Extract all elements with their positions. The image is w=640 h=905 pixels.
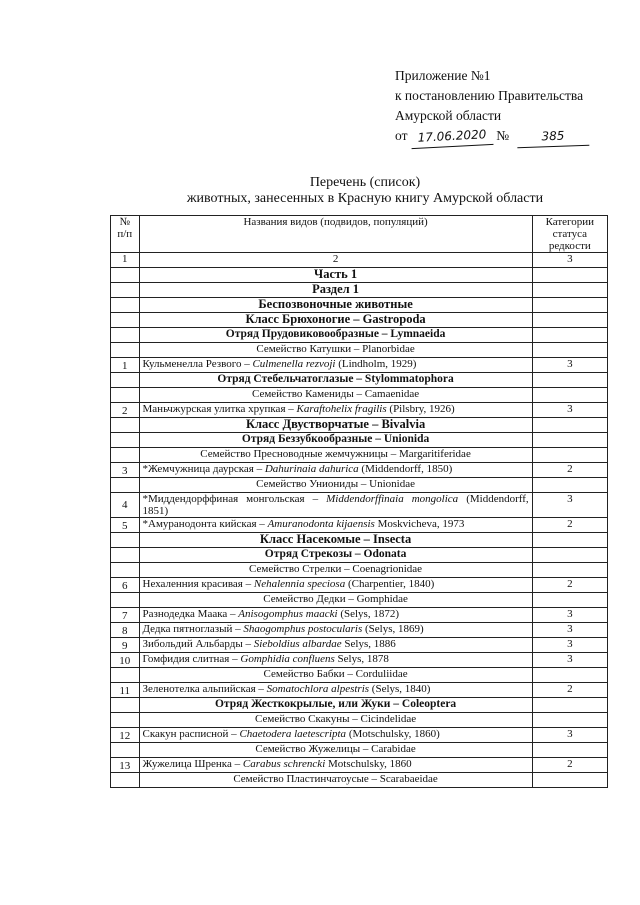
table-row (111, 298, 608, 313)
species-table (110, 215, 608, 788)
species-category: 3 (532, 638, 607, 653)
number-label: № (496, 128, 510, 143)
table-row (111, 638, 608, 653)
table-row (111, 683, 608, 698)
resolution-label: к постановлению Правительства (395, 88, 584, 103)
species-name: Зибольдий Альбарды – Sieboldius albardae Selys, 1886 (139, 638, 532, 653)
species-name: Дедка пятноглазый – Shaogomphus postocularis (Selys, 1869) (139, 623, 532, 638)
part-heading: Часть 1 (139, 268, 532, 283)
species-category: 3 (532, 728, 607, 743)
row-number: 4 (111, 493, 140, 518)
table-row (111, 653, 608, 668)
table-row (111, 713, 608, 728)
table-row (111, 548, 608, 563)
table-row (111, 623, 608, 638)
header-num: № п/п (111, 216, 140, 253)
class-heading: Класс Насекомые – Insecta (139, 533, 532, 548)
table-row (111, 758, 608, 773)
table-row (111, 403, 608, 418)
table-row (111, 728, 608, 743)
row-number: 3 (111, 463, 140, 478)
species-category: 3 (532, 493, 607, 518)
table-row (111, 773, 608, 788)
class-heading: Класс Двустворчатые – Bivalvia (139, 418, 532, 433)
species-name: *Жемчужница даурская – Dahurinaia dahurica (Middendorff, 1850) (139, 463, 532, 478)
table-row (111, 463, 608, 478)
row-number: 12 (111, 728, 140, 743)
species-category: 2 (532, 518, 607, 533)
index-category: 3 (532, 253, 607, 268)
row-number: 8 (111, 623, 140, 638)
species-name: Гомфидия слитная – Gomphidia confluens Selys, 1878 (139, 653, 532, 668)
order-heading: Отряд Беззубкообразные – Unionida (139, 433, 532, 448)
table-row (111, 743, 608, 758)
species-category: 3 (532, 653, 607, 668)
table-header-row (111, 216, 608, 253)
class-heading: Класс Брюхоногие – Gastropoda (139, 313, 532, 328)
handwritten-number: 385 (516, 125, 589, 148)
species-category: 3 (532, 623, 607, 638)
row-number: 5 (111, 518, 140, 533)
table-row (111, 328, 608, 343)
document-header (395, 66, 635, 147)
appendix-label: Приложение №1 (395, 68, 491, 83)
family-heading: Семейство Дедки – Gomphidae (139, 593, 532, 608)
row-number: 6 (111, 578, 140, 593)
species-name: Жужелица Шренка – Carabus schrencki Motschulsky, 1860 (139, 758, 532, 773)
table-row (111, 448, 608, 463)
species-name: Нехаленния красивая – Nehalennia speciosa (Charpentier, 1840) (139, 578, 532, 593)
species-name: *Миддендорффиная монгольская – Middendorffinaia mongolica (Middendorff, 1851) (139, 493, 532, 518)
order-heading: Отряд Стебельчатоглазые – Stylommatophora (139, 373, 532, 388)
table-row (111, 593, 608, 608)
row-number: 10 (111, 653, 140, 668)
row-number: 13 (111, 758, 140, 773)
list-title: Перечень (список) (309, 175, 421, 190)
species-name: Скакун расписной – Chaetodera laetescripta (Motschulsky, 1860) (139, 728, 532, 743)
table-row (111, 373, 608, 388)
species-category: 2 (532, 758, 607, 773)
row-number: 7 (111, 608, 140, 623)
family-heading: Семейство Камениды – Camaenidae (139, 388, 532, 403)
table-row (111, 343, 608, 358)
table-row (111, 578, 608, 593)
species-category: 2 (532, 463, 607, 478)
family-heading: Семейство Скакуны – Cicindelidae (139, 713, 532, 728)
table-row (111, 698, 608, 713)
species-name: Разнодедка Маака – Anisogomphus maacki (Selys, 1872) (139, 608, 532, 623)
index-name: 2 (139, 253, 532, 268)
family-heading: Семейство Пресноводные жемчужницы – Margaritiferidae (139, 448, 532, 463)
column-index-row (111, 253, 608, 268)
species-name: Маньчжурская улитка хрупкая – Karaftohelix fragilis (Pilsbry, 1926) (139, 403, 532, 418)
date-number-line (395, 126, 635, 147)
row-number: 9 (111, 638, 140, 653)
table-row (111, 433, 608, 448)
family-heading: Семейство Униониды – Unionidae (139, 478, 532, 493)
table-row (111, 533, 608, 548)
species-name: Зеленотелка альпийская – Somatochlora alpestris (Selys, 1840) (139, 683, 532, 698)
species-name: *Амуранодонта кийская – Amuranodonta kijaensis Moskvicheva, 1973 (139, 518, 532, 533)
table-row (111, 478, 608, 493)
species-category: 3 (532, 403, 607, 418)
table-row (111, 608, 608, 623)
species-category: 3 (532, 358, 607, 373)
table-row (111, 283, 608, 298)
row-number: 1 (111, 358, 140, 373)
from-label: от (395, 128, 408, 143)
order-heading: Отряд Прудовиковообразные – Lymnaeida (139, 328, 532, 343)
family-heading: Семейство Катушки – Planorbidae (139, 343, 532, 358)
table-row (111, 313, 608, 328)
order-heading: Отряд Стрекозы – Odonata (139, 548, 532, 563)
group-heading: Беспозвоночные животные (139, 298, 532, 313)
family-heading: Семейство Жужелицы – Carabidae (139, 743, 532, 758)
species-category: 3 (532, 608, 607, 623)
species-name: Кульменелла Резвого – Culmenella rezvoji (Lindholm, 1929) (139, 358, 532, 373)
row-number: 2 (111, 403, 140, 418)
handwritten-date: 17.06.2020 (410, 124, 493, 149)
header-name: Названия видов (подвидов, популяций) (139, 216, 532, 253)
header-category: Категории статуса редкости (532, 216, 607, 253)
family-heading: Семейство Стрелки – Coenagrionidae (139, 563, 532, 578)
family-heading: Семейство Бабки – Corduliidae (139, 668, 532, 683)
table-row (111, 268, 608, 283)
table-row (111, 563, 608, 578)
family-heading: Семейство Пластинчатоусые – Scarabaeidae (139, 773, 532, 788)
order-heading: Отряд Жесткокрылые, или Жуки – Coleoptera (139, 698, 532, 713)
index-num: 1 (111, 253, 140, 268)
region-label: Амурской области (395, 108, 502, 123)
list-subtitle: животных, занесенных в Красную книгу Амурской области (186, 191, 544, 206)
table-row (111, 418, 608, 433)
table-row (111, 358, 608, 373)
species-category: 2 (532, 578, 607, 593)
table-row (111, 388, 608, 403)
species-category: 2 (532, 683, 607, 698)
table-row (111, 493, 608, 518)
razdel-heading: Раздел 1 (139, 283, 532, 298)
row-number: 11 (111, 683, 140, 698)
table-row (111, 668, 608, 683)
table-row (111, 518, 608, 533)
